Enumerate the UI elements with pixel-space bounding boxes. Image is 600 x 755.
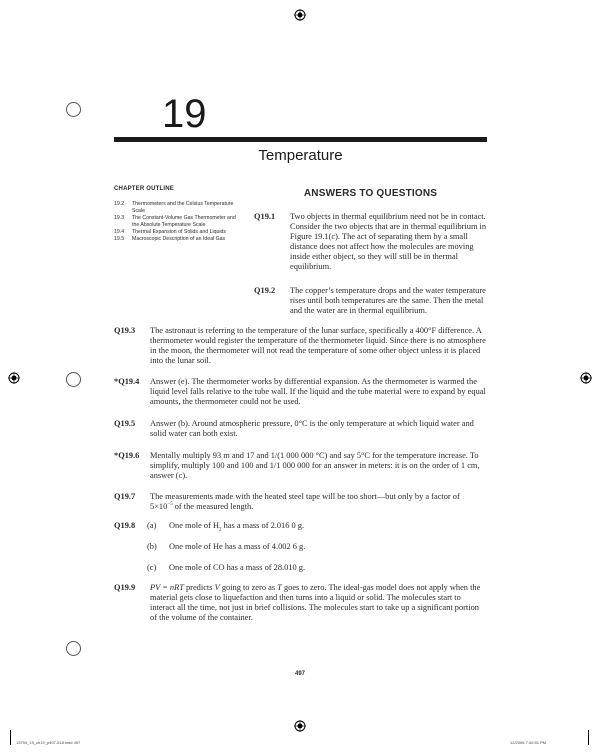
outline-item [114, 201, 244, 215]
question-label: Q19.3 [114, 326, 136, 335]
question-text-part: going to zero as [219, 583, 278, 592]
question-text: The astronaut is referring to the temperature of the lunar surface, specifically a 400°F difference. A thermometer would register the temperature of the thermometer liquid. Since there is no atmosphere in the moon, the thermometer will not read the temperature of some other object unless it is placed into the lunar soil. [150, 326, 486, 365]
question-text [150, 583, 487, 623]
question-q19-7 [114, 492, 487, 516]
question-text-part: 5×10 [150, 502, 168, 511]
part-text-segment: One mole of H [169, 521, 220, 530]
question-q19-1 [254, 212, 487, 276]
question-text-part: The measurements made with the heated steel tape will be too short—but only by a factor of [150, 492, 460, 501]
question-label: *Q19.4 [114, 377, 140, 386]
question-q19-4 [114, 377, 487, 411]
question-label: Q19.5 [114, 419, 136, 428]
question-q19-3 [114, 326, 487, 370]
crop-mark [588, 730, 589, 745]
crop-mark [10, 730, 11, 745]
part-text-segment: has a mass of 2.016 0 g. [221, 521, 305, 530]
page-number: 497 [294, 671, 305, 677]
part-text: One mole of CO has a mass of 28.010 g. [169, 563, 306, 572]
registration-mark-icon [580, 372, 592, 384]
question-q19-2 [254, 286, 487, 320]
variable: V [214, 583, 220, 592]
part-mark: (c) [147, 563, 157, 572]
outline-item-number: 19.5 [114, 236, 125, 242]
part-mark: (b) [147, 542, 157, 551]
registration-mark-icon [294, 720, 306, 732]
outline-heading: CHAPTER OUTLINE [114, 186, 174, 192]
question-text: Answer (b). Around atmospheric pressure, 0°C is the only temperature at which liquid water and solid water can both exist. [150, 419, 474, 438]
question-text: Mentally multiply 93 m and 17 and 1/(1 000 000 °C) and say 5°C for the temperature increase. To simplify, multiply 100 and 100 and 1/1 000 000 for an answer in meters: it is on the order of 1 cm, answer (c). [150, 451, 480, 480]
superscript: −5 [167, 502, 173, 508]
outline-item-number: 19.3 [114, 215, 125, 221]
question-text: Two objects in thermal equilibrium need not be in contact. Consider the two objects that are in thermal equilibrium in Figure 19.1(c). The act of separating them by a small distance does not affect how the molecules are moving inside either object, so they will still be in thermal equilibrium. [290, 212, 487, 271]
answers-heading: ANSWERS TO QUESTIONS [303, 188, 438, 199]
outline-item-number: 19.2 [114, 201, 125, 207]
question-label: Q19.1 [254, 212, 276, 221]
part-text [169, 521, 487, 531]
title-rule [114, 137, 487, 142]
question-text-part: of the measured length. [172, 502, 254, 511]
outline-item-text: Thermometers and the Celsius Temperature Scale [132, 201, 234, 214]
question-text [150, 492, 487, 512]
question-label: *Q19.6 [114, 451, 140, 460]
question-label: Q19.2 [254, 286, 276, 295]
outline-item-text: Macroscopic Description of an Ideal Gas [132, 236, 226, 242]
outline-item [114, 229, 244, 236]
subscript: 2 [219, 527, 222, 533]
slug-file: 13794_19_ch19_p497-518.indd 497 [16, 740, 81, 745]
question-q19-6 [114, 451, 487, 483]
question-text-part: predicts [183, 583, 215, 592]
question-q19-8 [114, 521, 487, 591]
outline-item-text: Thermal Expansion of Solids and Liquids [132, 229, 227, 235]
question-text: Answer (e). The thermometer works by differential expansion. As the thermometer is warmed the liquid level falls relative to the tube wall. If the liquid and the tube material were to expand by equal amounts, the thermometer could not be used. [150, 377, 486, 406]
question-q19-5 [114, 419, 487, 441]
outline-item [114, 236, 244, 243]
variable: T [277, 583, 282, 592]
question-label: Q19.7 [114, 492, 136, 501]
outline-item-number: 19.4 [114, 229, 125, 235]
question-label: Q19.9 [114, 583, 136, 592]
outline-item [114, 215, 244, 229]
chapter-number: 19 [162, 92, 207, 136]
registration-mark-icon [8, 372, 20, 384]
registration-mark-icon [294, 9, 306, 21]
question-q19-9 [114, 583, 487, 627]
part-text: One mole of He has a mass of 4.002 6 g. [169, 542, 306, 551]
outline-list [114, 201, 244, 243]
part-mark: (a) [147, 521, 157, 530]
chapter-title: Temperature [258, 147, 343, 164]
slug-timestamp: 12/2006 7:30:51 PM [510, 740, 547, 745]
punch-hole-icon [66, 372, 81, 387]
punch-hole-icon [66, 102, 81, 117]
question-text: The copper’s temperature drops and the water temperature rises until both temperatures are the same. Then the metal and the water are in thermal equilibrium. [290, 286, 486, 315]
equation: PV = nRT [150, 583, 184, 592]
punch-hole-icon [66, 641, 81, 656]
question-text-part: goes to zero. The ideal-gas model does not apply when the material gets close to liquefaction and then turns into a liquid or solid. The molecules start to interact all the time, not just in brief collisions. The molecules start to take up a significant portion of the volume of the container. [150, 583, 481, 622]
outline-item-text: The Constant-Volume Gas Thermometer and the Absolute Temperature Scale [132, 215, 236, 228]
question-label: Q19.8 [114, 521, 136, 530]
